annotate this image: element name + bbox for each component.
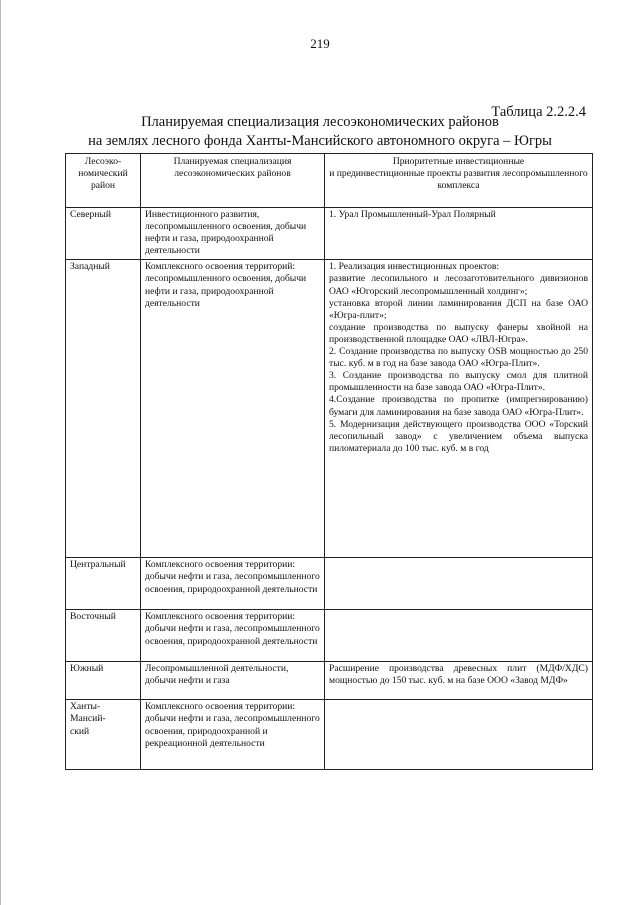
table-header-row	[66, 154, 593, 208]
district-cell: Северный	[66, 208, 141, 260]
project-item: 2. Создание производства по выпуску OSB мощностью до 250 тыс. куб. м в год на базе завода ОАО «Югра-Плит».	[329, 346, 588, 370]
header-specialization: Планируемая специализация лесоэкономических районов	[141, 154, 325, 208]
district-cell: Южный	[66, 662, 141, 700]
table-title	[0, 113, 640, 151]
project-item: 5. Модернизация действующего производства ООО «Торский лесопильный завод» с увеличением объема выпуска пиломатериала до 100 тыс. куб. м в год	[329, 418, 588, 454]
table-row	[66, 700, 593, 770]
table-row	[66, 260, 593, 558]
title-line-2: на землях лесного фонда Ханты-Мансийского автономного округа – Югры	[88, 133, 552, 149]
specialization-cell: Комплексного освоения территорий: лесопромышленного освоения, добычи нефти и газа, природоохранной деятельности	[141, 260, 325, 558]
project-item: 1. Реализация инвестиционных проектов:	[329, 261, 500, 273]
projects-cell	[325, 260, 593, 558]
table-row	[66, 662, 593, 700]
district-cell: Ханты- Мансий- ский	[66, 700, 141, 770]
table-row	[66, 208, 593, 260]
table-row	[66, 610, 593, 662]
project-item: установка второй линии ламинирования ДСП на базе ОАО «Югра-плит»;	[329, 297, 588, 321]
projects-cell	[325, 700, 593, 770]
table-label: Таблица 2.2.2.4	[491, 104, 586, 120]
specialization-cell: Инвестиционного развития, лесопромышленного освоения, добычи нефти и газа, природоохранной деятельности	[141, 208, 325, 260]
projects-cell	[325, 208, 593, 260]
project-item: 4.Создание производства по пропитке (импрегнированию) бумаги для ламинирования на базе завода ОАО «Югра-Плит».	[329, 394, 588, 418]
district-cell: Восточный	[66, 610, 141, 662]
projects-cell	[325, 558, 593, 610]
project-item: Расширение производства древесных плит (МДФ/ХДС) мощностью до 150 тыс. куб. м на базе ООО «Завод МДФ»	[329, 663, 588, 687]
district-cell: Западный	[66, 260, 141, 558]
specialization-table	[65, 153, 593, 770]
project-item: 1. Урал Промышленный-Урал Полярный	[329, 209, 496, 220]
project-item: развитие лесопильного и лесозаготовительного дивизионов ОАО «Югорский лесопромышленный холдинг»;	[329, 273, 588, 297]
table-row	[66, 558, 593, 610]
specialization-cell: Комплексного освоения территории: добычи нефти и газа, лесопромышленного освоения, природоохранной деятельности	[141, 610, 325, 662]
specialization-cell: Комплексного освоения территории: добычи нефти и газа, лесопромышленного освоения, природоохранной и рекреационной деятельности	[141, 700, 325, 770]
projects-cell	[325, 662, 593, 700]
specialization-cell: Лесопромышленной деятельности, добычи нефти и газа	[141, 662, 325, 700]
page-number: 219	[310, 36, 330, 51]
title-line-1: Планируемая специализация лесоэкономических районов	[141, 114, 499, 130]
projects-cell	[325, 610, 593, 662]
district-cell: Центральный	[66, 558, 141, 610]
header-district: Лесоэко- номический район	[66, 154, 141, 208]
project-item: 3. Создание производства по выпуску смол для плитной промышленности на базе завода ОАО «Югра-Плит».	[329, 370, 588, 394]
specialization-cell: Комплексного освоения территории: добычи нефти и газа, лесопромышленного освоения, природоохранной деятельности	[141, 558, 325, 610]
project-item: создание производства по выпуску фанеры хвойной на производственной площадке ОАО «ЛВЛ-Югра».	[329, 321, 588, 345]
header-projects: Приоритетные инвестиционные и прединвестиционные проекты развития лесопромышленного комплекса	[325, 154, 593, 208]
